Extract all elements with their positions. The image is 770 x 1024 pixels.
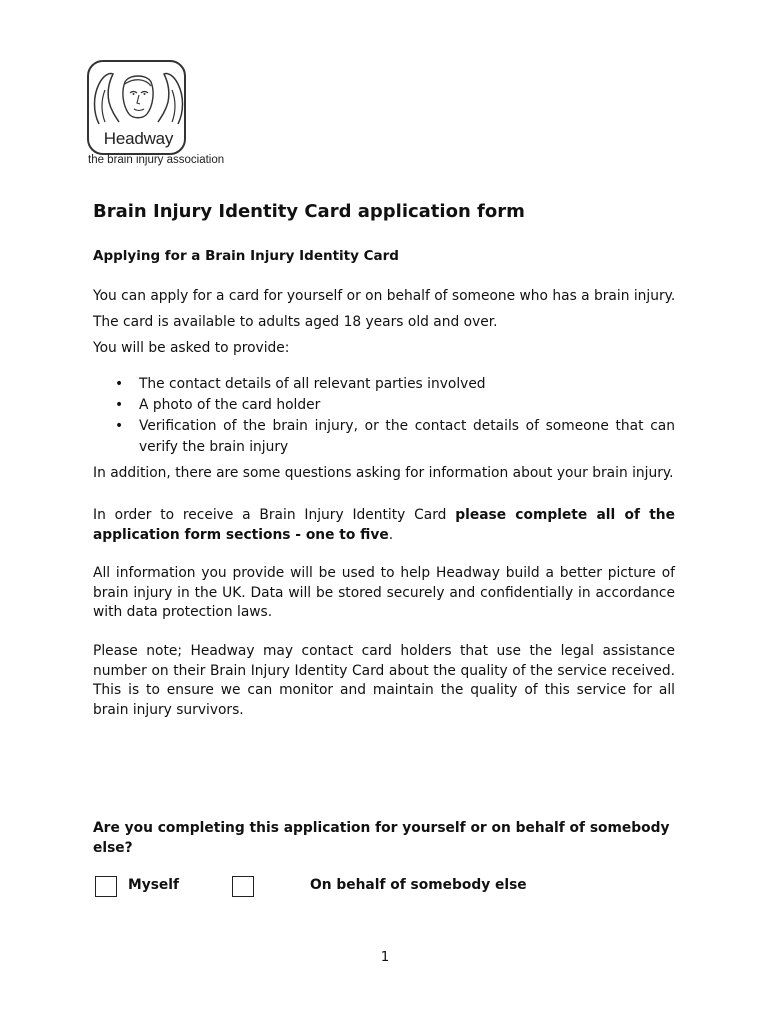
myself-checkbox[interactable] [95, 876, 117, 897]
note-paragraph: Please note; Headway may contact card holders that use the legal assistance number on their Brain Injury Identity Card about the quality of the service received. This is to ensure we can monitor and maintain the quality of this service for all brain injury survivors. [93, 643, 675, 718]
instruction-paragraph: In order to receive a Brain Injury Identity Card please complete all of the application form sections - one to five. [93, 507, 675, 543]
applicant-question: Are you completing this application for yourself or on behalf of somebody else? [93, 820, 670, 856]
section-heading: Applying for a Brain Injury Identity Card [93, 248, 399, 264]
headway-logo [86, 60, 231, 172]
logo-emblem [87, 60, 186, 155]
data-info-paragraph: All information you provide will be used to help Headway build a better picture of brain injury in the UK. Data will be stored securely and confidentially in accordance with data protection laws. [93, 565, 675, 620]
behalf-checkbox[interactable] [232, 876, 254, 897]
list-item: • A photo of the card holder [93, 395, 675, 416]
bullet-icon: • [115, 418, 124, 434]
list-item: • Verification of the brain injury, or the contact details of someone that can verify the brain injury [115, 418, 675, 455]
logo-tagline: the brain injury association [88, 154, 225, 166]
intro-line: The card is available to adults aged 18 years old and over. [93, 314, 498, 330]
bullet-icon: • [115, 376, 124, 392]
requirements-list [93, 374, 675, 458]
page-title: Brain Injury Identity Card application form [93, 201, 525, 222]
intro-line: You will be asked to provide: [93, 340, 290, 356]
addition-text: In addition, there are some questions asking for information about your brain injury. [93, 465, 674, 481]
list-item: • The contact details of all relevant parties involved [93, 374, 675, 395]
bullet-icon: • [115, 397, 124, 413]
intro-line: You can apply for a card for yourself or on behalf of someone who has a brain injury. [93, 288, 676, 304]
page-number: 1 [380, 949, 390, 965]
behalf-label: On behalf of somebody else [310, 877, 527, 893]
logo-name: Headway [103, 129, 174, 148]
instruction-emphasis: please complete all of the application form sections - one to five [93, 507, 675, 543]
myself-label: Myself [128, 877, 180, 893]
